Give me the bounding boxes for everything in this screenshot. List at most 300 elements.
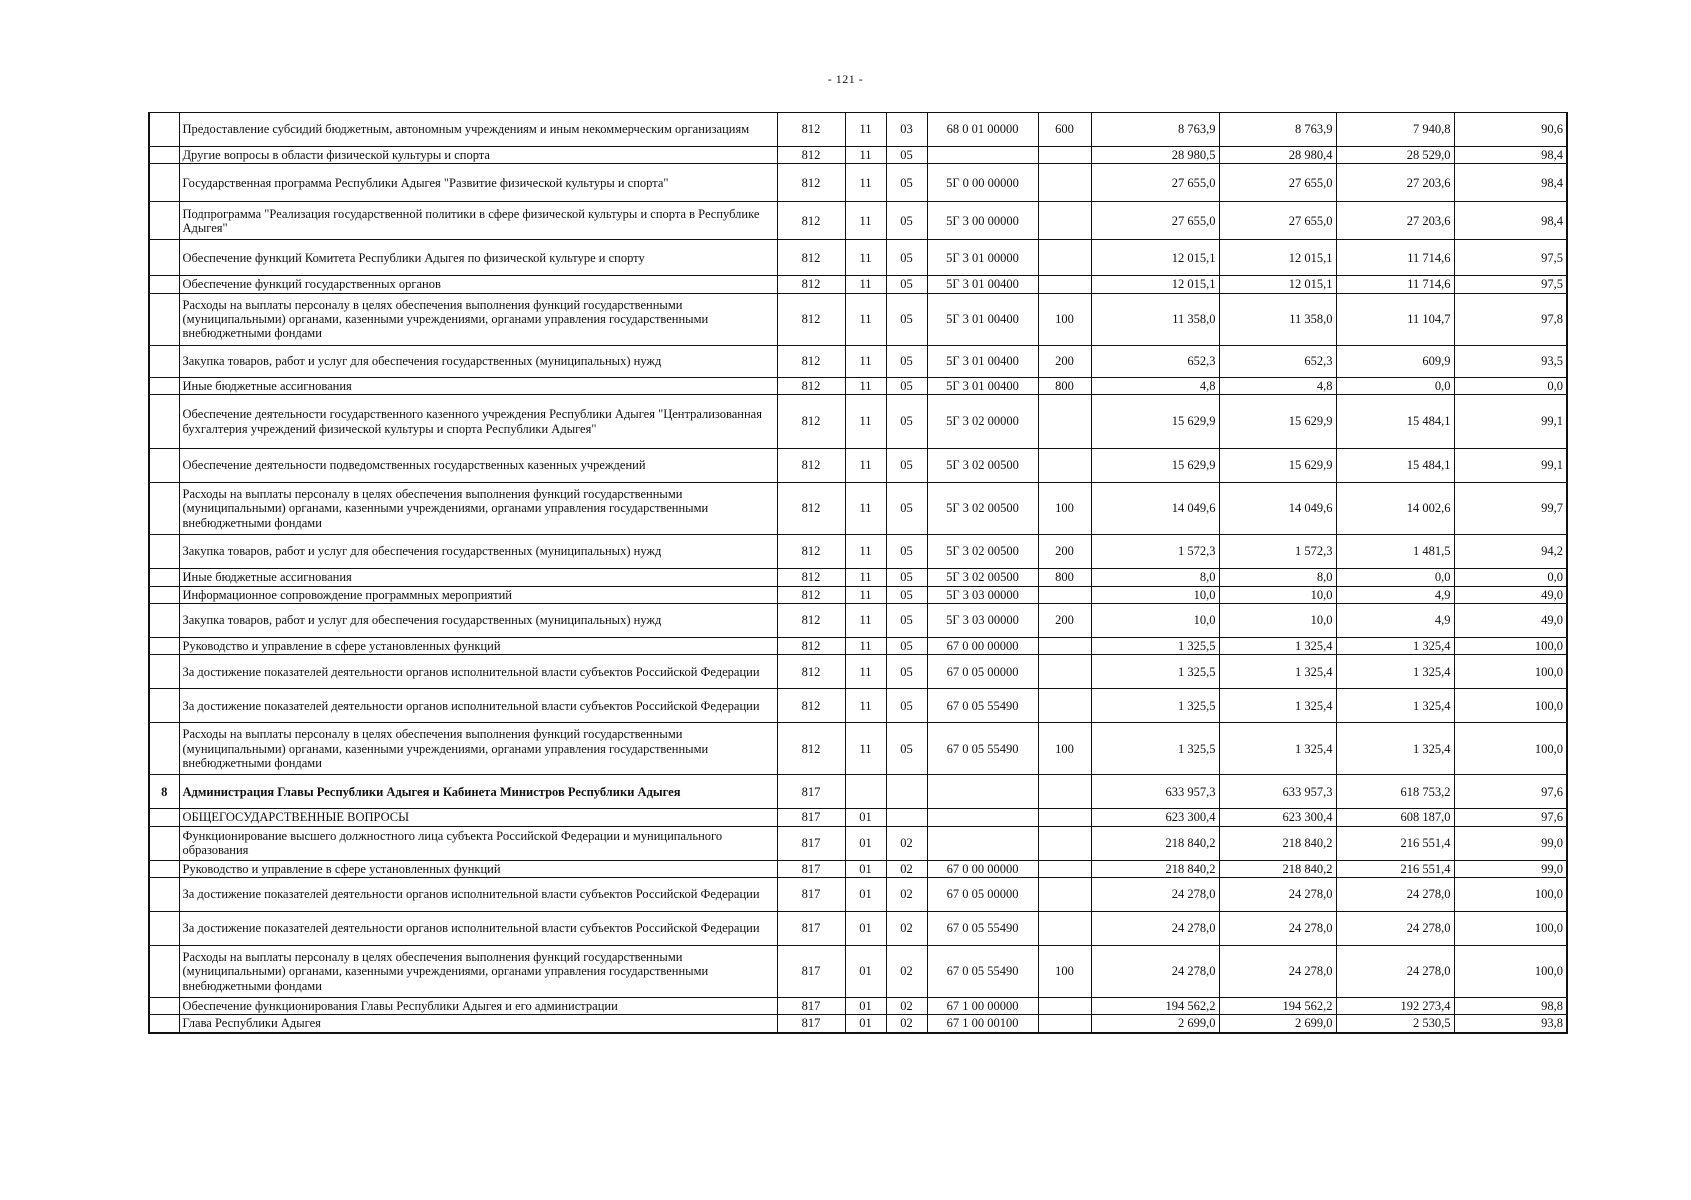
cell-percent-executed: 99,1 [1454, 395, 1567, 449]
cell-subsection: 02 [886, 946, 927, 998]
cell-percent-executed: 0,0 [1454, 569, 1567, 586]
table-row [149, 655, 1567, 689]
cell-subsection: 05 [886, 689, 927, 723]
cell-target-article: 5Г 3 01 00400 [927, 377, 1038, 394]
row-number [149, 377, 179, 394]
cell-expense-type [1038, 775, 1091, 809]
cell-target-article: 5Г 3 01 00400 [927, 293, 1038, 345]
cell-percent-executed: 98,4 [1454, 202, 1567, 240]
cell-expense-type: 800 [1038, 569, 1091, 586]
cell-expense-type [1038, 586, 1091, 603]
row-name: Обеспечение деятельности государственного казенного учреждения Республики Адыгея "Централизованная бухгалтерия учреждений физической культуры и спорта Республики Адыгея" [179, 395, 777, 449]
cell-amount-plan: 27 655,0 [1091, 202, 1219, 240]
cell-amount-plan: 11 358,0 [1091, 293, 1219, 345]
table-row [149, 240, 1567, 276]
cell-amount-plan: 27 655,0 [1091, 164, 1219, 202]
cell-amount-executed: 24 278,0 [1336, 946, 1454, 998]
cell-percent-executed: 94,2 [1454, 535, 1567, 569]
row-name: ОБЩЕГОСУДАРСТВЕННЫЕ ВОПРОСЫ [179, 809, 777, 826]
row-name: Подпрограмма "Реализация государственной политики в сфере физической культуры и спорта в Республике Адыгея" [179, 202, 777, 240]
cell-amount-executed: 2 530,5 [1336, 1015, 1454, 1033]
row-number [149, 912, 179, 946]
cell-subsection: 02 [886, 1015, 927, 1033]
row-number [149, 586, 179, 603]
cell-ministry-code: 812 [777, 345, 845, 377]
cell-section: 11 [845, 345, 886, 377]
cell-amount-revised: 652,3 [1219, 345, 1336, 377]
cell-section: 01 [845, 946, 886, 998]
cell-subsection: 05 [886, 164, 927, 202]
table-row [149, 147, 1567, 164]
row-name: За достижение показателей деятельности органов исполнительной власти субъектов Российской Федерации [179, 878, 777, 912]
cell-amount-plan: 633 957,3 [1091, 775, 1219, 809]
cell-amount-plan: 10,0 [1091, 586, 1219, 603]
row-name: Иные бюджетные ассигнования [179, 377, 777, 394]
cell-subsection: 05 [886, 723, 927, 775]
cell-amount-executed: 11 104,7 [1336, 293, 1454, 345]
row-number [149, 483, 179, 535]
cell-target-article: 67 0 05 00000 [927, 878, 1038, 912]
cell-subsection [886, 809, 927, 826]
cell-ministry-code: 812 [777, 395, 845, 449]
cell-amount-revised: 1 572,3 [1219, 535, 1336, 569]
cell-subsection: 05 [886, 449, 927, 483]
cell-amount-revised: 8,0 [1219, 569, 1336, 586]
cell-amount-plan: 24 278,0 [1091, 946, 1219, 998]
cell-subsection: 02 [886, 878, 927, 912]
cell-amount-plan: 8,0 [1091, 569, 1219, 586]
cell-section: 01 [845, 809, 886, 826]
cell-amount-executed: 1 325,4 [1336, 723, 1454, 775]
cell-target-article [927, 826, 1038, 860]
cell-amount-revised: 4,8 [1219, 377, 1336, 394]
cell-amount-revised: 1 325,4 [1219, 655, 1336, 689]
cell-expense-type [1038, 637, 1091, 654]
cell-amount-plan: 1 325,5 [1091, 655, 1219, 689]
table-row [149, 483, 1567, 535]
cell-section: 11 [845, 535, 886, 569]
cell-subsection: 05 [886, 240, 927, 276]
cell-subsection: 02 [886, 826, 927, 860]
row-name: Расходы на выплаты персоналу в целях обеспечения выполнения функций государственными (муниципальными) органами, казенными учреждениями, органами управления государственными внебюджетными фондами [179, 293, 777, 345]
row-number [149, 655, 179, 689]
row-number [149, 1015, 179, 1033]
cell-subsection: 05 [886, 483, 927, 535]
cell-target-article: 5Г 3 00 00000 [927, 202, 1038, 240]
cell-amount-plan: 1 325,5 [1091, 689, 1219, 723]
row-number [149, 202, 179, 240]
cell-ministry-code: 812 [777, 689, 845, 723]
table-row [149, 998, 1567, 1015]
cell-ministry-code: 812 [777, 535, 845, 569]
cell-amount-revised: 633 957,3 [1219, 775, 1336, 809]
row-number: 8 [149, 775, 179, 809]
cell-ministry-code: 817 [777, 878, 845, 912]
cell-amount-revised: 12 015,1 [1219, 276, 1336, 293]
row-number [149, 535, 179, 569]
cell-section: 11 [845, 240, 886, 276]
cell-section [845, 775, 886, 809]
table-row [149, 345, 1567, 377]
cell-amount-executed: 216 551,4 [1336, 826, 1454, 860]
cell-ministry-code: 812 [777, 603, 845, 637]
cell-ministry-code: 812 [777, 655, 845, 689]
row-number [149, 603, 179, 637]
cell-amount-revised: 623 300,4 [1219, 809, 1336, 826]
cell-amount-revised: 218 840,2 [1219, 860, 1336, 877]
cell-target-article: 68 0 01 00000 [927, 113, 1038, 147]
cell-expense-type: 100 [1038, 723, 1091, 775]
cell-ministry-code: 812 [777, 164, 845, 202]
cell-section: 11 [845, 147, 886, 164]
cell-amount-executed: 7 940,8 [1336, 113, 1454, 147]
cell-target-article: 67 1 00 00100 [927, 1015, 1038, 1033]
cell-percent-executed: 99,1 [1454, 449, 1567, 483]
cell-subsection: 05 [886, 293, 927, 345]
table-row [149, 293, 1567, 345]
cell-target-article: 5Г 3 02 00500 [927, 483, 1038, 535]
cell-section: 11 [845, 377, 886, 394]
cell-target-article: 5Г 3 02 00000 [927, 395, 1038, 449]
cell-subsection: 05 [886, 276, 927, 293]
cell-expense-type [1038, 878, 1091, 912]
row-number [149, 860, 179, 877]
cell-ministry-code: 812 [777, 147, 845, 164]
cell-section: 01 [845, 912, 886, 946]
cell-expense-type [1038, 826, 1091, 860]
cell-amount-revised: 15 629,9 [1219, 449, 1336, 483]
cell-section: 11 [845, 586, 886, 603]
row-number [149, 998, 179, 1015]
cell-amount-executed: 608 187,0 [1336, 809, 1454, 826]
cell-section: 01 [845, 860, 886, 877]
cell-target-article: 5Г 3 02 00500 [927, 569, 1038, 586]
cell-subsection: 02 [886, 912, 927, 946]
cell-amount-revised: 194 562,2 [1219, 998, 1336, 1015]
table-row [149, 878, 1567, 912]
cell-subsection: 05 [886, 637, 927, 654]
cell-expense-type [1038, 147, 1091, 164]
table-row [149, 946, 1567, 998]
cell-percent-executed: 100,0 [1454, 655, 1567, 689]
row-number [149, 147, 179, 164]
cell-section: 11 [845, 689, 886, 723]
cell-section: 11 [845, 637, 886, 654]
cell-percent-executed: 97,6 [1454, 809, 1567, 826]
cell-section: 01 [845, 998, 886, 1015]
row-name: Закупка товаров, работ и услуг для обеспечения государственных (муниципальных) нужд [179, 603, 777, 637]
row-number [149, 449, 179, 483]
cell-subsection: 05 [886, 586, 927, 603]
row-name: Руководство и управление в сфере установленных функций [179, 637, 777, 654]
cell-ministry-code: 812 [777, 240, 845, 276]
cell-subsection: 05 [886, 345, 927, 377]
cell-ministry-code: 817 [777, 912, 845, 946]
cell-ministry-code: 812 [777, 483, 845, 535]
cell-ministry-code: 812 [777, 202, 845, 240]
cell-amount-executed: 11 714,6 [1336, 240, 1454, 276]
cell-amount-revised: 1 325,4 [1219, 723, 1336, 775]
cell-amount-plan: 652,3 [1091, 345, 1219, 377]
row-number [149, 723, 179, 775]
row-name: Руководство и управление в сфере установленных функций [179, 860, 777, 877]
cell-amount-executed: 1 481,5 [1336, 535, 1454, 569]
cell-expense-type: 200 [1038, 603, 1091, 637]
row-name: Администрация Главы Республики Адыгея и Кабинета Министров Республики Адыгея [179, 775, 777, 809]
cell-amount-plan: 24 278,0 [1091, 912, 1219, 946]
cell-expense-type [1038, 202, 1091, 240]
cell-amount-revised: 1 325,4 [1219, 689, 1336, 723]
row-name: Информационное сопровождение программных мероприятий [179, 586, 777, 603]
cell-amount-executed: 24 278,0 [1336, 912, 1454, 946]
row-number [149, 946, 179, 998]
cell-target-article: 5Г 3 02 00500 [927, 535, 1038, 569]
cell-section: 01 [845, 826, 886, 860]
cell-amount-executed: 618 753,2 [1336, 775, 1454, 809]
cell-amount-executed: 1 325,4 [1336, 689, 1454, 723]
cell-target-article: 67 1 00 00000 [927, 998, 1038, 1015]
cell-percent-executed: 98,4 [1454, 147, 1567, 164]
cell-subsection: 05 [886, 202, 927, 240]
cell-percent-executed: 93,5 [1454, 345, 1567, 377]
table-row [149, 113, 1567, 147]
cell-section: 01 [845, 878, 886, 912]
page-number: - 121 - [827, 72, 864, 86]
row-name: Предоставление субсидий бюджетным, автономным учреждениям и иным некоммерческим организациям [179, 113, 777, 147]
cell-section: 11 [845, 202, 886, 240]
cell-amount-executed: 11 714,6 [1336, 276, 1454, 293]
cell-percent-executed: 100,0 [1454, 912, 1567, 946]
cell-target-article [927, 775, 1038, 809]
cell-amount-executed: 1 325,4 [1336, 655, 1454, 689]
cell-expense-type: 800 [1038, 377, 1091, 394]
cell-expense-type: 600 [1038, 113, 1091, 147]
budget-table [148, 112, 1568, 1034]
cell-amount-revised: 27 655,0 [1219, 164, 1336, 202]
cell-percent-executed: 90,6 [1454, 113, 1567, 147]
cell-amount-plan: 12 015,1 [1091, 240, 1219, 276]
cell-expense-type [1038, 395, 1091, 449]
cell-percent-executed: 97,5 [1454, 276, 1567, 293]
cell-target-article [927, 147, 1038, 164]
cell-percent-executed: 100,0 [1454, 689, 1567, 723]
cell-subsection: 05 [886, 603, 927, 637]
cell-amount-executed: 216 551,4 [1336, 860, 1454, 877]
cell-expense-type: 200 [1038, 535, 1091, 569]
cell-amount-plan: 24 278,0 [1091, 878, 1219, 912]
cell-ministry-code: 812 [777, 723, 845, 775]
row-name: Закупка товаров, работ и услуг для обеспечения государственных (муниципальных) нужд [179, 535, 777, 569]
cell-section: 11 [845, 293, 886, 345]
cell-expense-type [1038, 655, 1091, 689]
cell-amount-revised: 14 049,6 [1219, 483, 1336, 535]
row-number [149, 276, 179, 293]
cell-section: 11 [845, 569, 886, 586]
table-row [149, 1015, 1567, 1033]
cell-amount-revised: 11 358,0 [1219, 293, 1336, 345]
cell-amount-revised: 10,0 [1219, 586, 1336, 603]
table-row [149, 689, 1567, 723]
row-name: Глава Республики Адыгея [179, 1015, 777, 1033]
row-name: Закупка товаров, работ и услуг для обеспечения государственных (муниципальных) нужд [179, 345, 777, 377]
cell-target-article: 67 0 05 00000 [927, 655, 1038, 689]
row-name: Обеспечение деятельности подведомственных государственных казенных учреждений [179, 449, 777, 483]
cell-ministry-code: 817 [777, 860, 845, 877]
cell-ministry-code: 817 [777, 809, 845, 826]
cell-section: 11 [845, 276, 886, 293]
table-row [149, 603, 1567, 637]
cell-percent-executed: 49,0 [1454, 586, 1567, 603]
cell-amount-executed: 27 203,6 [1336, 202, 1454, 240]
cell-expense-type [1038, 1015, 1091, 1033]
cell-amount-revised: 2 699,0 [1219, 1015, 1336, 1033]
cell-subsection: 05 [886, 535, 927, 569]
cell-amount-revised: 8 763,9 [1219, 113, 1336, 147]
cell-section: 11 [845, 164, 886, 202]
table-row [149, 586, 1567, 603]
cell-amount-plan: 15 629,9 [1091, 395, 1219, 449]
cell-amount-executed: 27 203,6 [1336, 164, 1454, 202]
cell-subsection: 03 [886, 113, 927, 147]
cell-amount-plan: 623 300,4 [1091, 809, 1219, 826]
cell-expense-type [1038, 689, 1091, 723]
cell-target-article: 67 0 00 00000 [927, 860, 1038, 877]
table-row [149, 395, 1567, 449]
cell-amount-executed: 28 529,0 [1336, 147, 1454, 164]
cell-amount-plan: 15 629,9 [1091, 449, 1219, 483]
table-row [149, 449, 1567, 483]
cell-amount-revised: 27 655,0 [1219, 202, 1336, 240]
cell-expense-type [1038, 809, 1091, 826]
row-name: Обеспечение функционирования Главы Республики Адыгея и его администрации [179, 998, 777, 1015]
cell-percent-executed: 49,0 [1454, 603, 1567, 637]
cell-amount-executed: 0,0 [1336, 377, 1454, 394]
cell-target-article: 5Г 3 02 00500 [927, 449, 1038, 483]
cell-target-article: 67 0 05 55490 [927, 912, 1038, 946]
cell-percent-executed: 0,0 [1454, 377, 1567, 394]
row-number [149, 878, 179, 912]
cell-amount-executed: 0,0 [1336, 569, 1454, 586]
cell-target-article: 67 0 00 00000 [927, 637, 1038, 654]
row-name: Другие вопросы в области физической культуры и спорта [179, 147, 777, 164]
cell-amount-plan: 2 699,0 [1091, 1015, 1219, 1033]
cell-ministry-code: 812 [777, 637, 845, 654]
cell-amount-revised: 28 980,4 [1219, 147, 1336, 164]
cell-subsection: 05 [886, 147, 927, 164]
cell-subsection: 02 [886, 998, 927, 1015]
cell-ministry-code: 812 [777, 569, 845, 586]
cell-amount-revised: 24 278,0 [1219, 946, 1336, 998]
row-name: Расходы на выплаты персоналу в целях обеспечения выполнения функций государственными (муниципальными) органами, казенными учреждениями, органами управления государственными внебюджетными фондами [179, 723, 777, 775]
cell-percent-executed: 97,5 [1454, 240, 1567, 276]
cell-section: 11 [845, 449, 886, 483]
row-number [149, 569, 179, 586]
row-name: За достижение показателей деятельности органов исполнительной власти субъектов Российской Федерации [179, 655, 777, 689]
cell-section: 11 [845, 655, 886, 689]
cell-expense-type: 100 [1038, 293, 1091, 345]
table-row [149, 276, 1567, 293]
table-row [149, 164, 1567, 202]
row-number [149, 164, 179, 202]
table-row [149, 775, 1567, 809]
row-name: Государственная программа Республики Адыгея "Развитие физической культуры и спорта" [179, 164, 777, 202]
table-row [149, 202, 1567, 240]
cell-amount-plan: 194 562,2 [1091, 998, 1219, 1015]
cell-target-article: 67 0 05 55490 [927, 689, 1038, 723]
row-name: Расходы на выплаты персоналу в целях обеспечения выполнения функций государственными (муниципальными) органами, казенными учреждениями, органами управления государственными внебюджетными фондами [179, 946, 777, 998]
cell-percent-executed: 100,0 [1454, 878, 1567, 912]
cell-percent-executed: 99,0 [1454, 826, 1567, 860]
row-name: За достижение показателей деятельности органов исполнительной власти субъектов Российской Федерации [179, 912, 777, 946]
cell-amount-plan: 1 325,5 [1091, 723, 1219, 775]
table-row [149, 377, 1567, 394]
cell-section: 11 [845, 395, 886, 449]
cell-section: 11 [845, 723, 886, 775]
cell-ministry-code: 812 [777, 449, 845, 483]
row-name: За достижение показателей деятельности органов исполнительной власти субъектов Российской Федерации [179, 689, 777, 723]
cell-subsection: 05 [886, 395, 927, 449]
cell-ministry-code: 812 [777, 276, 845, 293]
cell-subsection: 05 [886, 377, 927, 394]
cell-amount-executed: 4,9 [1336, 603, 1454, 637]
cell-amount-executed: 14 002,6 [1336, 483, 1454, 535]
table-row [149, 569, 1567, 586]
cell-percent-executed: 99,0 [1454, 860, 1567, 877]
row-number [149, 637, 179, 654]
row-number [149, 240, 179, 276]
cell-amount-plan: 12 015,1 [1091, 276, 1219, 293]
table-row [149, 809, 1567, 826]
cell-amount-revised: 24 278,0 [1219, 878, 1336, 912]
table-row [149, 723, 1567, 775]
cell-subsection: 05 [886, 655, 927, 689]
row-name: Обеспечение функций Комитета Республики Адыгея по физической культуре и спорту [179, 240, 777, 276]
table-row [149, 826, 1567, 860]
cell-section: 11 [845, 603, 886, 637]
cell-expense-type: 200 [1038, 345, 1091, 377]
cell-ministry-code: 812 [777, 586, 845, 603]
cell-amount-executed: 15 484,1 [1336, 449, 1454, 483]
cell-target-article: 67 0 05 55490 [927, 946, 1038, 998]
cell-section: 01 [845, 1015, 886, 1033]
cell-percent-executed: 98,4 [1454, 164, 1567, 202]
cell-subsection [886, 775, 927, 809]
cell-amount-executed: 1 325,4 [1336, 637, 1454, 654]
cell-percent-executed: 100,0 [1454, 946, 1567, 998]
cell-target-article: 67 0 05 55490 [927, 723, 1038, 775]
cell-amount-revised: 12 015,1 [1219, 240, 1336, 276]
cell-expense-type [1038, 860, 1091, 877]
cell-amount-plan: 28 980,5 [1091, 147, 1219, 164]
row-name: Обеспечение функций государственных органов [179, 276, 777, 293]
cell-percent-executed: 100,0 [1454, 637, 1567, 654]
cell-ministry-code: 817 [777, 946, 845, 998]
cell-amount-plan: 10,0 [1091, 603, 1219, 637]
cell-amount-plan: 1 325,5 [1091, 637, 1219, 654]
cell-expense-type [1038, 998, 1091, 1015]
cell-expense-type: 100 [1038, 483, 1091, 535]
cell-expense-type [1038, 912, 1091, 946]
cell-ministry-code: 817 [777, 998, 845, 1015]
cell-amount-executed: 24 278,0 [1336, 878, 1454, 912]
cell-amount-revised: 24 278,0 [1219, 912, 1336, 946]
cell-section: 11 [845, 113, 886, 147]
cell-subsection: 05 [886, 569, 927, 586]
row-number [149, 113, 179, 147]
cell-percent-executed: 93,8 [1454, 1015, 1567, 1033]
cell-percent-executed: 97,6 [1454, 775, 1567, 809]
row-number [149, 293, 179, 345]
